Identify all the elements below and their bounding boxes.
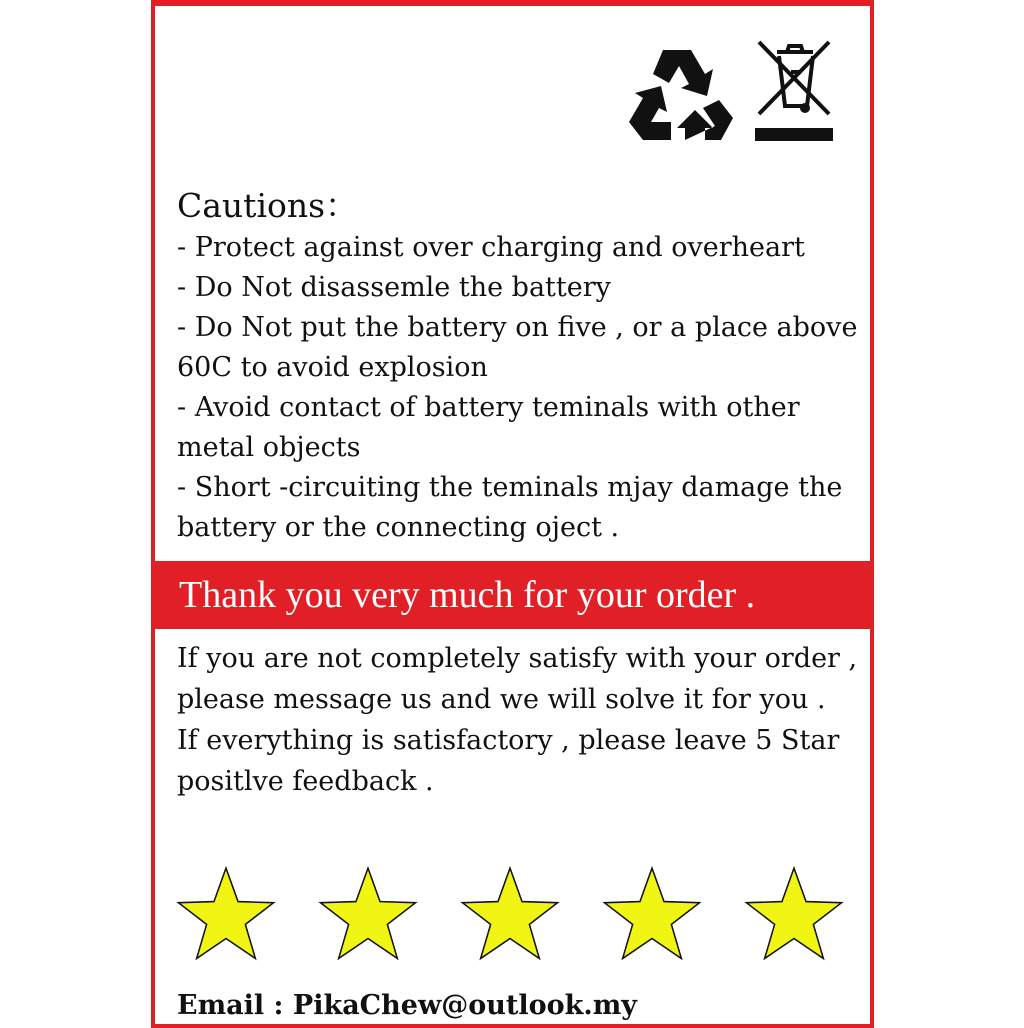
cautions-section	[177, 184, 862, 548]
crossed-out-bin-icon	[753, 36, 837, 142]
icon-row	[625, 36, 845, 156]
thank-you-banner	[155, 561, 870, 629]
five-star-rating	[175, 864, 855, 964]
flyer-card	[151, 0, 874, 1028]
email-contact: Email : PikaChew@outlook.my	[177, 990, 637, 1021]
star-icon	[317, 864, 419, 962]
caution-line: - Short -circuiting the teminals mjay damage the battery or the connecting oject .	[177, 472, 843, 543]
caution-line: - Protect against over charging and overheart	[177, 232, 805, 263]
star-icon	[601, 864, 703, 962]
caution-line: - Do Not disassemle the battery	[177, 272, 611, 303]
feedback-paragraph: If everything is satisfactory , please leave 5 Star positlve feedback .	[177, 725, 840, 797]
caution-line: - Avoid contact of battery teminals with other metal objects	[177, 392, 800, 463]
star-icon	[743, 864, 845, 962]
caution-line: - Do Not put the battery on five , or a place above 60C to avoid explosion	[177, 312, 858, 383]
feedback-message	[177, 638, 862, 802]
thank-you-text: Thank you very much for your order .	[179, 574, 756, 616]
star-icon	[175, 864, 277, 962]
star-icon	[459, 864, 561, 962]
cautions-title: Cautions：	[177, 186, 359, 225]
satisfaction-paragraph: If you are not completely satisfy with your order , please message us and we will solve it for you .	[177, 643, 858, 715]
recycle-icon	[625, 42, 737, 150]
